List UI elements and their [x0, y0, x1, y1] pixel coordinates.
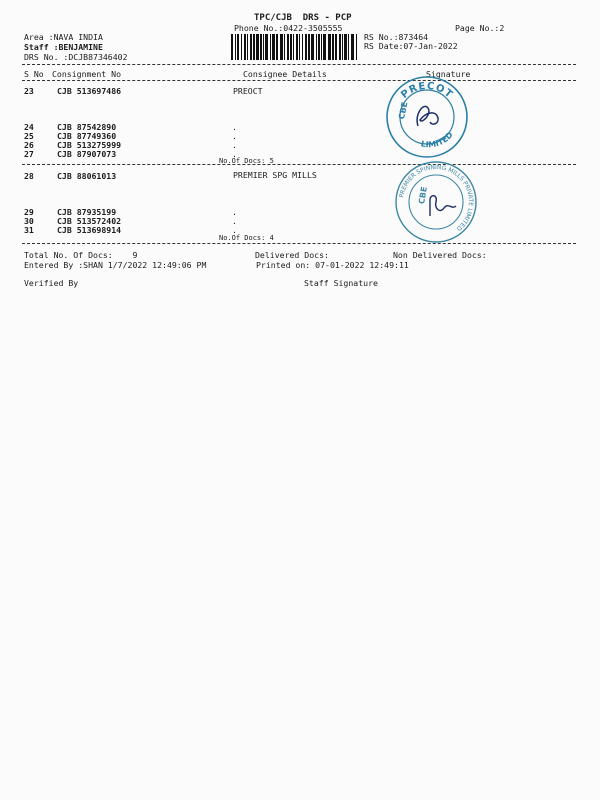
barcode-bar [305, 34, 307, 60]
barcode-bar [296, 34, 298, 60]
barcode-bar [323, 34, 326, 60]
col-header-consignment: Consignment No [52, 69, 122, 79]
serial-number: 29 [24, 207, 34, 217]
serial-number: 28 [24, 171, 34, 181]
serial-number: 30 [24, 216, 34, 226]
barcode-bar [247, 34, 248, 60]
barcode-bar [250, 34, 252, 60]
barcode-bar [316, 34, 317, 60]
stamp-city: CBE [417, 185, 429, 205]
barcode-bar [299, 34, 300, 60]
stamp-suffix: LIMITED [420, 130, 455, 150]
staff-label: Staff :BENJAMINE [24, 42, 103, 52]
barcode-bar [351, 34, 354, 60]
consignment-number: CJB 513572402 [57, 216, 122, 226]
barcode-bar [260, 34, 262, 60]
serial-number: 27 [24, 149, 34, 159]
barcode-bar [348, 34, 349, 60]
divider [22, 64, 576, 65]
consignee-name: PREMIER SPG MILLS [233, 170, 317, 180]
consignment-number: CJB 87907073 [57, 149, 117, 159]
svg-text:PRECOT [399, 81, 455, 101]
barcode-bar [318, 34, 320, 60]
barcode [231, 34, 357, 60]
divider [22, 164, 576, 165]
drs-number: DRS No. :DCJB87346402 [24, 52, 128, 62]
company-stamp [394, 160, 478, 244]
barcode-bar [256, 34, 259, 60]
barcode-bar [302, 34, 303, 60]
row-mark: . [232, 149, 237, 159]
stamp-company: PRECOT [399, 80, 455, 101]
consignment-number: CJB 87935199 [57, 207, 117, 217]
barcode-bar [293, 34, 294, 60]
consignment-number: CJB 513275999 [57, 140, 122, 150]
barcode-bar [253, 34, 255, 60]
consignment-number: CJB 513698914 [57, 225, 122, 235]
barcode-bar [311, 34, 314, 60]
barcode-bar [276, 34, 278, 60]
stamp-text: PREMIER SPINNING MILLS PRIVATE LIMITED [398, 163, 475, 232]
serial-number: 26 [24, 140, 34, 150]
entered-by: Entered By :SHAN 1/7/2022 12:49:06 PM [24, 260, 207, 270]
barcode-bar [342, 34, 343, 60]
barcode-bar [356, 34, 357, 60]
verified-by: Verified By [24, 278, 79, 288]
barcode-bar [290, 34, 292, 60]
barcode-bar [335, 34, 337, 60]
consignment-number: CJB 88061013 [57, 171, 117, 181]
non-delivered-docs: Non Delivered Docs: [393, 250, 487, 260]
docs-count: No.Of Docs: 4 [219, 234, 274, 242]
barcode-bar [265, 34, 268, 60]
page-number: Page No.:2 [455, 23, 505, 33]
barcode-bar [308, 34, 310, 60]
barcode-bar [270, 34, 271, 60]
serial-number: 24 [24, 122, 34, 132]
barcode-bar [287, 34, 289, 60]
svg-text:LIMITED [420, 130, 455, 149]
barcode-bar [272, 34, 275, 60]
rs-date: RS Date:07-Jan-2022 [364, 41, 458, 51]
barcode-bar [263, 34, 264, 60]
printed-on: Printed on: 07-01-2022 12:49:11 [256, 260, 409, 270]
staff-signature: Staff Signature [304, 278, 378, 288]
company-stamp [384, 74, 470, 160]
barcode-bar [235, 34, 236, 60]
row-mark: . [232, 207, 237, 217]
barcode-bar [231, 34, 233, 60]
rs-number: RS No.:873464 [364, 32, 429, 42]
consignee-name: PREOCT [233, 86, 263, 96]
docs-count: No.Of Docs: 5 [219, 157, 274, 165]
area-label: Area :NAVA INDIA [24, 32, 103, 42]
document-title: TPC/CJB DRS - PCP [254, 13, 352, 23]
barcode-bar [280, 34, 283, 60]
col-header-sno: S No [24, 69, 44, 79]
divider [22, 243, 576, 244]
row-mark: . [232, 225, 237, 235]
row-mark: . [232, 122, 237, 132]
col-header-consignee: Consignee Details [243, 69, 327, 79]
barcode-bar [244, 34, 246, 60]
row-mark: . [232, 216, 237, 226]
consignment-number: CJB 87542890 [57, 122, 117, 132]
barcode-bar [241, 34, 242, 60]
serial-number: 31 [24, 225, 34, 235]
delivered-docs: Delivered Docs: [255, 250, 329, 260]
barcode-bar [284, 34, 285, 60]
stamp-city: CBE [397, 101, 410, 121]
serial-number: 25 [24, 131, 34, 141]
barcode-bar [344, 34, 347, 60]
barcode-bar [328, 34, 331, 60]
barcode-bar [237, 34, 239, 60]
row-mark: . [232, 131, 237, 141]
serial-number: 23 [24, 86, 34, 96]
barcode-bar [332, 34, 334, 60]
total-docs: Total No. Of Docs: 9 [24, 250, 138, 260]
signature-scribble [430, 196, 456, 216]
phone-number: Phone No.:0422-3505555 [234, 23, 343, 33]
col-header-signature: Signature [426, 69, 471, 79]
signature-scribble [417, 106, 438, 126]
barcode-bar [321, 34, 322, 60]
divider [22, 80, 576, 81]
row-mark: . [232, 140, 237, 150]
consignment-number: CJB 513697486 [57, 86, 122, 96]
barcode-bar [339, 34, 341, 60]
consignment-number: CJB 87749360 [57, 131, 117, 141]
